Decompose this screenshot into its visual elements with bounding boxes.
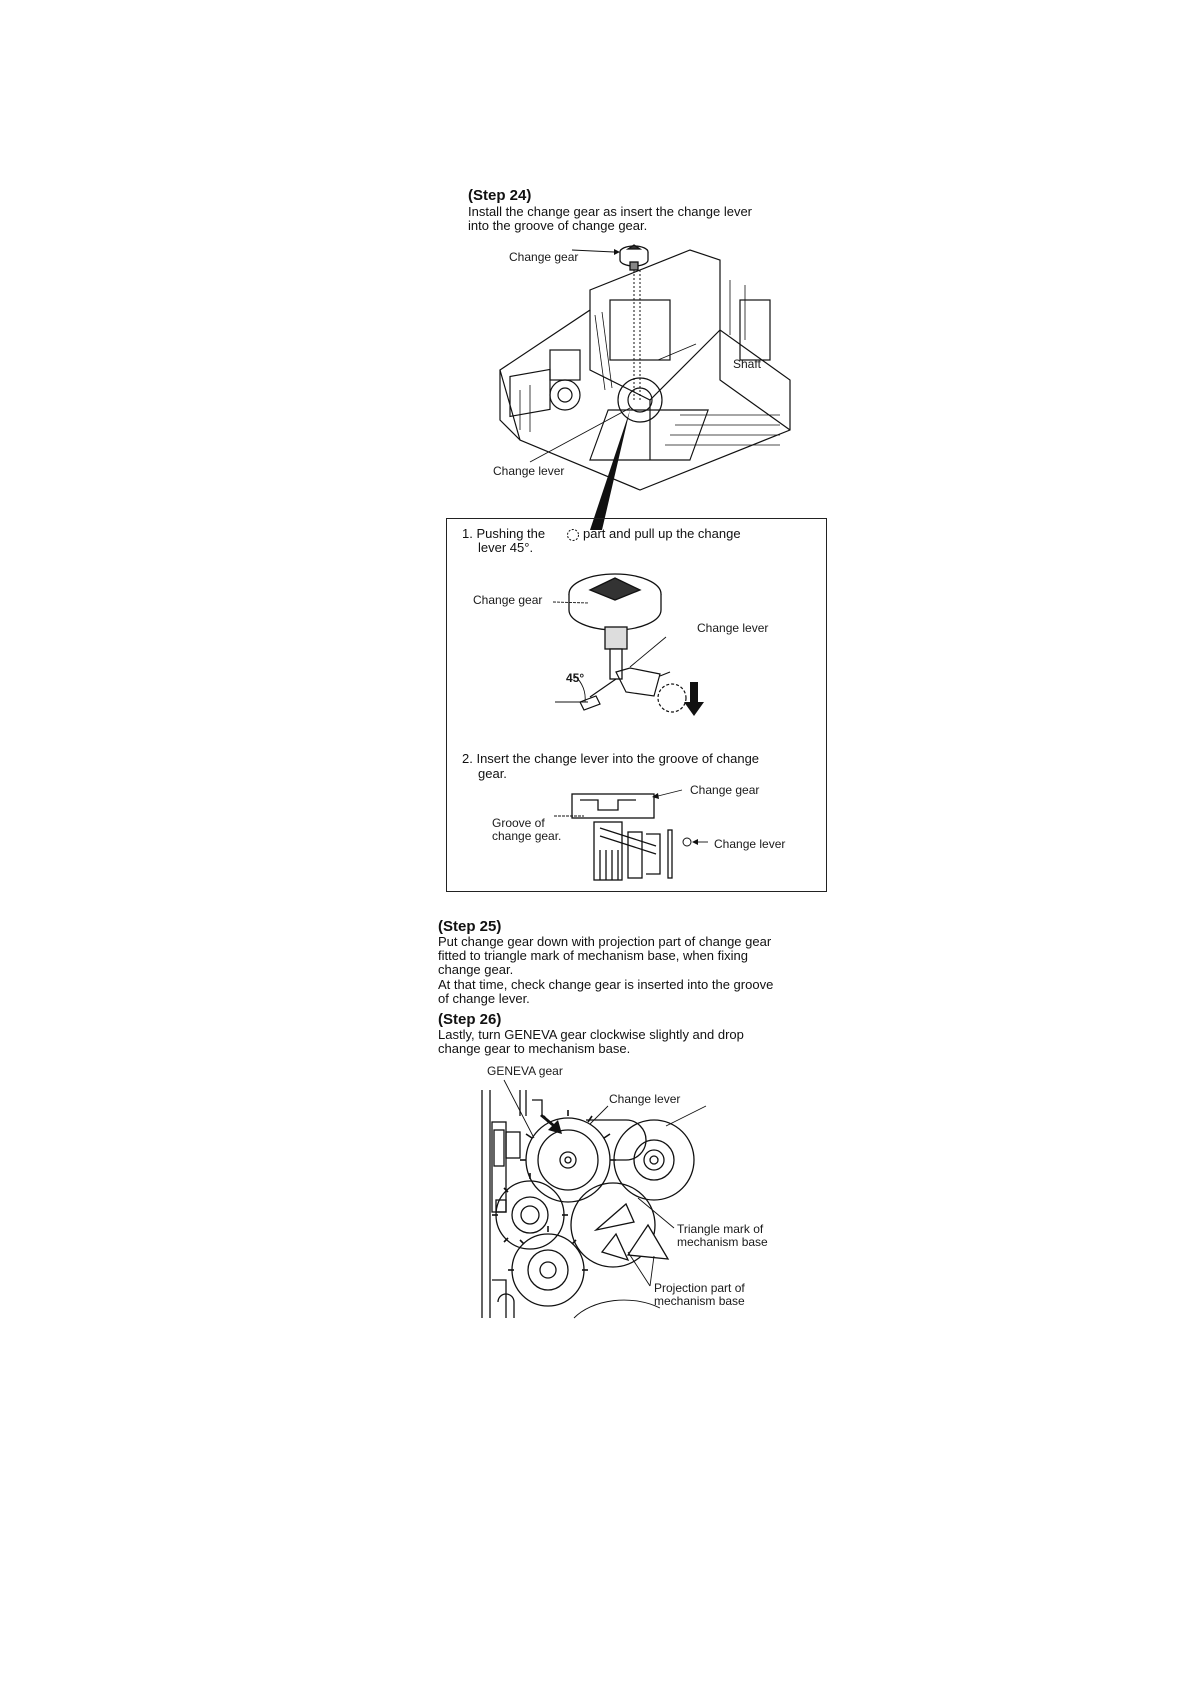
label-projection-line2: mechanism base: [654, 1294, 745, 1308]
step-24-title: (Step 24): [468, 187, 532, 204]
change-lever-45-figure: [560, 572, 720, 722]
item1-line1b: part and pull up the change: [583, 526, 741, 541]
label-geneva-gear: GENEVA gear: [487, 1064, 563, 1078]
label-change-lever-top: Change lever: [493, 464, 565, 478]
label-change-gear-detail2: Change gear: [690, 783, 760, 797]
dashed-circle-icon: [566, 528, 580, 542]
label-change-lever-detail1: Change lever: [697, 621, 769, 635]
label-projection-line1: Projection part of: [654, 1281, 745, 1295]
leader-change-gear-detail1: [553, 600, 593, 606]
item1-line1a: 1. Pushing the: [462, 526, 546, 541]
label-change-lever-detail2: Change lever: [714, 837, 786, 851]
step-25-line1: Put change gear down with projection part of change gear: [438, 934, 772, 949]
label-shaft: Shaft: [733, 357, 762, 371]
step-24-text-line1: Install the change gear as insert the change lever: [468, 204, 753, 219]
label-groove-line2: change gear.: [492, 829, 562, 843]
item2-line1: 2. Insert the change lever into the groove of change: [462, 751, 760, 766]
step-25-line5: of change lever.: [438, 991, 530, 1006]
label-change-gear-detail1: Change gear: [473, 593, 543, 607]
step-24-text-line2: into the groove of change gear.: [468, 218, 648, 233]
label-change-lever-bottom: Change lever: [609, 1092, 681, 1106]
mechanism-assembly-figure: [490, 240, 800, 530]
item2-line2: gear.: [478, 766, 507, 781]
label-triangle-line1: Triangle mark of: [677, 1222, 764, 1236]
item1-line2: lever 45°.: [478, 540, 534, 555]
geneva-gear-mechanism-figure: [478, 1080, 738, 1320]
step-25-title: (Step 25): [438, 918, 502, 935]
label-45-degrees: 45°: [566, 671, 585, 685]
label-triangle-line2: mechanism base: [677, 1235, 768, 1249]
label-change-gear-top: Change gear: [509, 250, 579, 264]
step-26-title: (Step 26): [438, 1011, 502, 1028]
step-26-line1: Lastly, turn GENEVA gear clockwise slightly and drop: [438, 1027, 744, 1042]
step-26-line2: change gear to mechanism base.: [438, 1041, 631, 1056]
step-25-line4: At that time, check change gear is inserted into the groove: [438, 977, 774, 992]
label-groove-line1: Groove of: [492, 816, 545, 830]
step-25-line3: change gear.: [438, 962, 514, 977]
step-25-line2: fitted to triangle mark of mechanism base, when fixing: [438, 948, 748, 963]
